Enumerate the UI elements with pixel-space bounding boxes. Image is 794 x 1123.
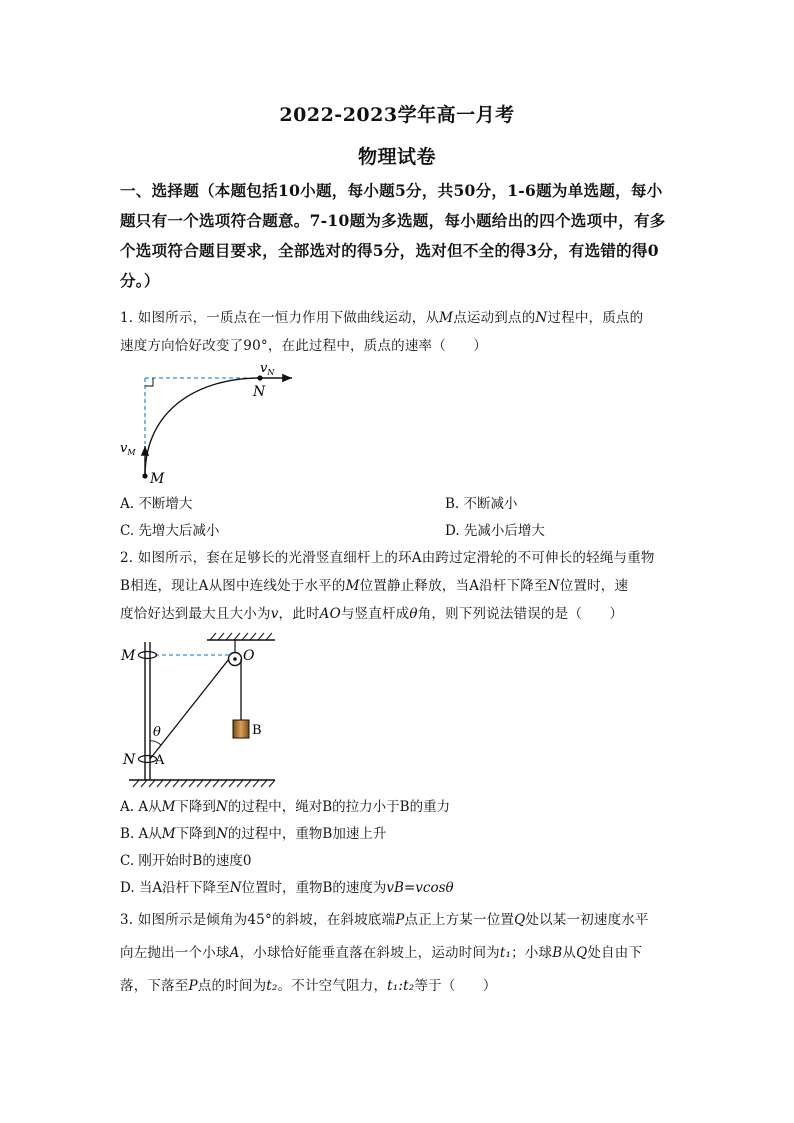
- q2-option-b[interactable]: B. A从M下降到N的过程中，重物B加速上升: [120, 826, 387, 842]
- question-2-stem: [120, 544, 680, 628]
- q3-stem-line-3: 落，下落至P点的时间为t₂。不计空气阻力，t₁:t₂等于（ ）: [120, 978, 497, 994]
- q2-label-A: A: [155, 753, 165, 768]
- q2-stem-line-2: B相连，现让A从图中连线处于水平的M位置静止释放，当A沿杆下降至N位置时，速: [120, 578, 629, 594]
- q2-options: [120, 794, 680, 902]
- question-1-stem: [120, 304, 680, 360]
- section-instructions: [120, 176, 680, 296]
- exam-subtitle: 物理试卷: [357, 146, 436, 168]
- q2-option-d[interactable]: D. 当A沿杆下降至N位置时，重物B的速度为vB=vcosθ: [120, 880, 454, 896]
- q2-ceiling-hatch: [210, 633, 272, 640]
- q2-label-B: B: [252, 723, 262, 738]
- q1-trajectory-curve: [145, 378, 260, 476]
- q1-option-c[interactable]: C. 先增大后减小: [120, 523, 220, 539]
- q2-rope-AO: [150, 659, 229, 759]
- q2-ring-A: [139, 756, 157, 763]
- q2-block-B: [233, 720, 249, 738]
- q2-ground-hatch: [133, 780, 275, 787]
- q1-label-M: M: [150, 471, 165, 487]
- q2-stem-line-1: 2. 如图所示，套在足够长的光滑竖直细杆上的环A由跨过定滑轮的不可伸长的轻绳与重物: [120, 550, 655, 566]
- section-line-2: 题只有一个选项符合题意。7-10题为多选题，每小题给出的四个选项中，有多: [120, 211, 666, 230]
- q1-option-d[interactable]: D. 先减小后增大: [445, 523, 545, 539]
- q1-right-angle-mark: [145, 378, 153, 386]
- q3-stem-line-2: 向左抛出一个小球A，小球恰好能垂直落在斜坡上，运动时间为t₁；小球B从Q处自由下: [120, 945, 643, 961]
- q1-label-vM: $v_M$: [120, 441, 136, 457]
- q1-point-M: [142, 473, 147, 478]
- question-3-stem: [120, 904, 680, 1003]
- section-line-4: 分。）: [120, 271, 160, 290]
- q2-label-theta: θ: [153, 725, 161, 740]
- q1-stem-line-1: 1. 如图所示，一质点在一恒力作用下做曲线运动，从M点运动到点的N过程中，质点的: [120, 310, 644, 326]
- q2-figure: [115, 628, 285, 793]
- q2-theta-arc: [150, 741, 161, 745]
- q1-stem-line-2: 速度方向恰好改变了90°，在此过程中，质点的速率（ ）: [120, 338, 488, 354]
- q2-stem-line-3: 度恰好达到最大且大小为v，此时AO与竖直杆成θ角，则下列说法错误的是（ ）: [120, 606, 624, 622]
- q3-stem-line-1: 3. 如图所示是倾角为45°的斜坡，在斜坡底端P点正上方某一位置Q处以某一初速度水平: [120, 912, 649, 928]
- q1-label-vN: $v_N$: [260, 361, 275, 377]
- exam-title: 2022-2023学年高一月考: [279, 104, 515, 126]
- q2-ring-M: [139, 652, 157, 659]
- q1-option-a[interactable]: A. 不断增大: [120, 496, 193, 512]
- q2-label-O: O: [243, 648, 255, 664]
- q1-figure: [110, 358, 310, 488]
- section-line-3: 个选项符合题目要求，全部选对的得5分，选对但不全的得3分，有选错的得0: [120, 241, 659, 260]
- q1-option-b[interactable]: B. 不断减小: [445, 496, 518, 512]
- q2-option-c[interactable]: C. 刚开始时B的速度0: [120, 853, 252, 869]
- section-line-1: 一、选择题（本题包括10小题，每小题5分，共50分，1-6题为单选题，每小: [120, 181, 663, 200]
- q2-option-a[interactable]: A. A从M下降到N的过程中，绳对B的拉力小于B的重力: [120, 799, 451, 815]
- q2-pulley-axle: [233, 657, 237, 661]
- q2-label-M: M: [121, 648, 136, 664]
- q2-label-N: N: [123, 752, 136, 768]
- q1-label-N: N: [253, 384, 266, 400]
- q1-point-N: [257, 375, 262, 380]
